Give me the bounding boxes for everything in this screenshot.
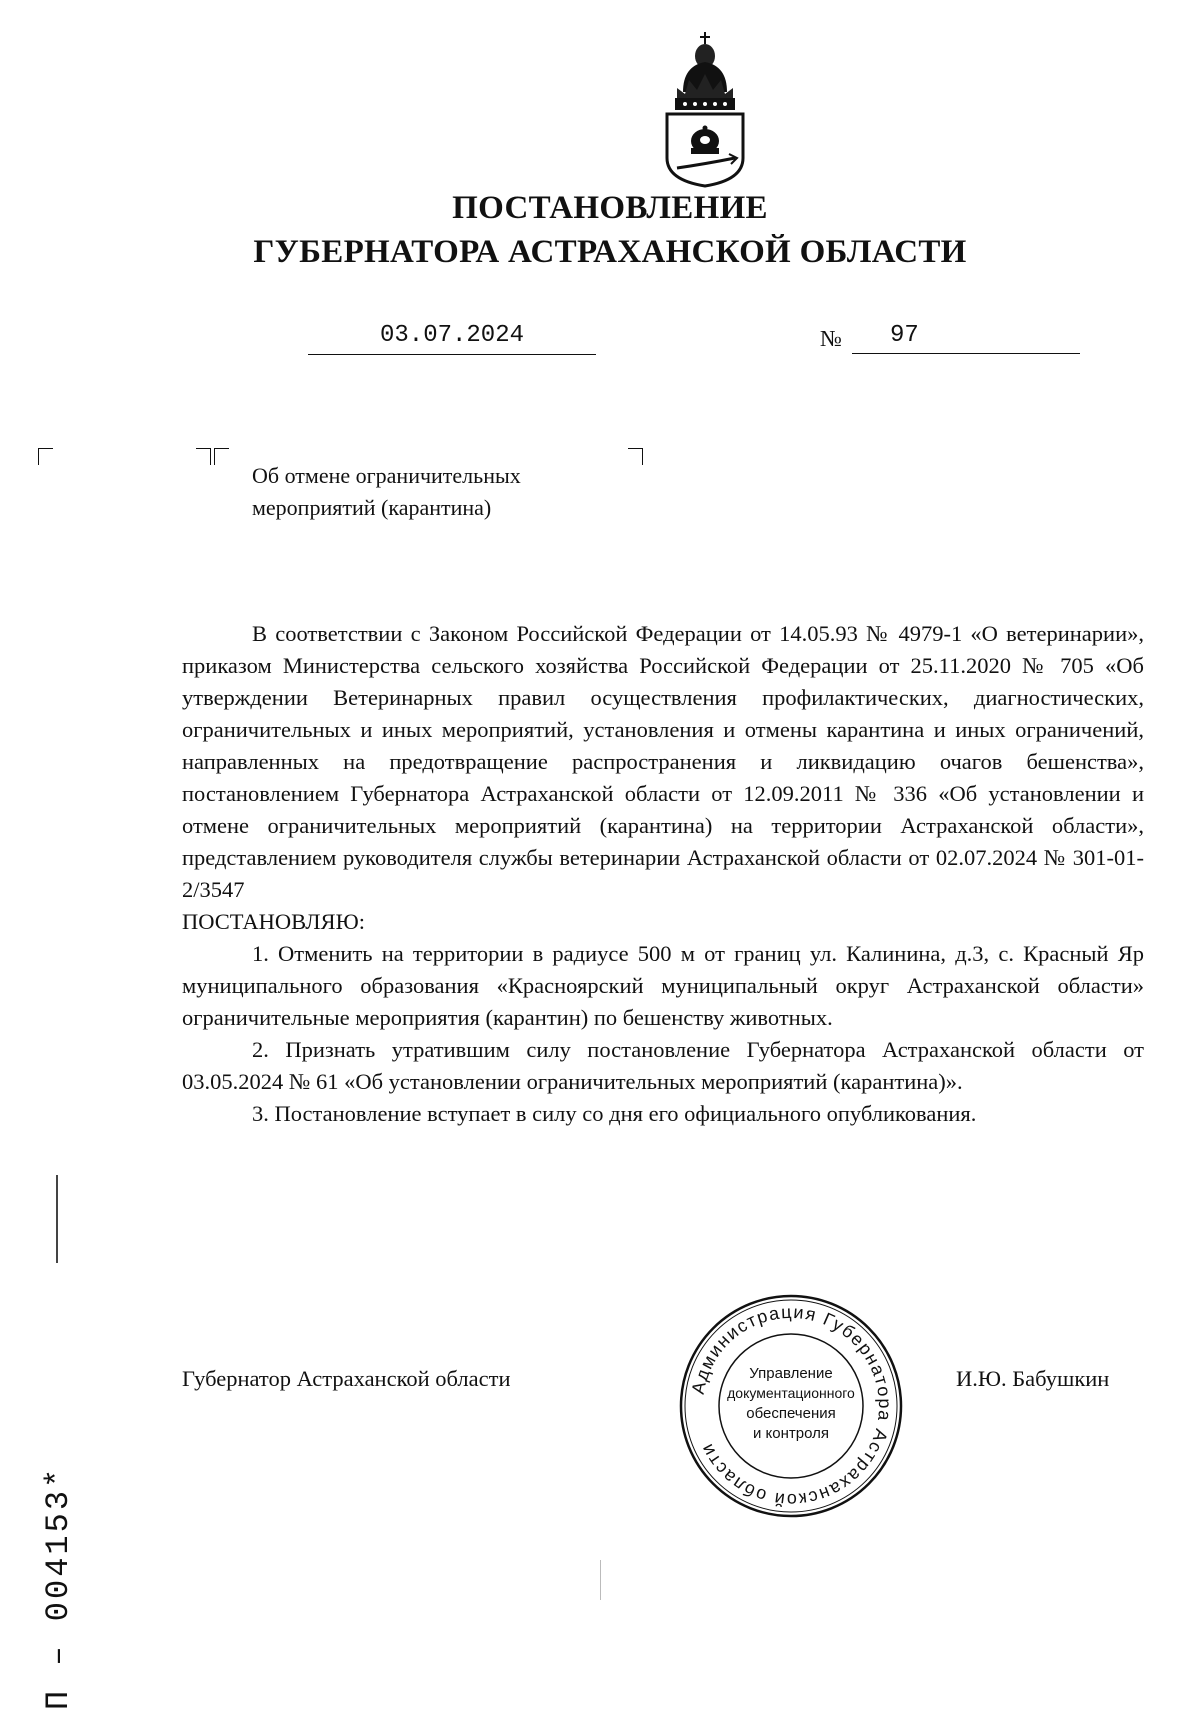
registration-mark: П – 004153*	[40, 1465, 77, 1710]
margin-line	[56, 1175, 58, 1263]
stamp-center-line: документационного	[727, 1385, 855, 1401]
document-subject	[252, 460, 521, 524]
decree-item: 3. Постановление вступает в силу со дня его официального опубликования.	[252, 1101, 977, 1126]
corner-mark	[214, 448, 229, 465]
scan-artifact	[600, 1560, 601, 1600]
preamble-paragraph: В соответствии с Законом Российской Федерации от 14.05.93 № 4979-1 «О ветеринарии», приказом Министерства сельского хозяйства Российской Федерации от 25.11.2020 № 705 «Об утверждении Ветеринарных правил осуществления профилактических, диагностических, ограничительных и иных мероприятий, установления и отмены карантина и иных ограничений, направленных на предотвращение распространения и ликвидацию очагов бешенства», постановлением Губернатора Астраханской области от 12.09.2011 № 336 «Об установлении и отмене ограничительных мероприятий (карантина) на территории Астраханской области», представлением руководителя службы ветеринарии Астраханской области от 02.07.2024 № 301-01-2/3547	[182, 621, 1144, 902]
official-stamp	[675, 1290, 907, 1522]
subject-line: Об отмене ограничительных	[252, 463, 521, 488]
corner-mark	[38, 448, 53, 465]
document-title: ПОСТАНОВЛЕНИЕ	[452, 190, 768, 226]
subject-line: мероприятий (карантина)	[252, 495, 492, 520]
stamp-ring-text: Администрация Губернатора Астраханской области	[687, 1301, 896, 1511]
corner-mark	[196, 448, 211, 465]
number-sign: №	[820, 326, 842, 351]
signer-name: И.Ю. Бабушкин	[956, 1366, 1110, 1391]
decree-word: ПОСТАНОВЛЯЮ:	[182, 909, 365, 934]
decree-item: 2. Признать утратившим силу постановление Губернатора Астраханской области от 03.05.2024 № 61 «Об установлении ограничительных мероприятий (карантина)».	[182, 1037, 1144, 1094]
document-issuer: ГУБЕРНАТОРА АСТРАХАНСКОЙ ОБЛАСТИ	[253, 234, 967, 270]
document-body	[182, 618, 1144, 1130]
document-number: 97	[852, 322, 1080, 354]
document-date: 03.07.2024	[308, 322, 596, 355]
signer-title: Губернатор Астраханской области	[182, 1366, 511, 1391]
stamp-center-line: Управление	[749, 1365, 833, 1382]
stamp-center-line: обеспечения	[746, 1405, 836, 1422]
astrakhan-coat-of-arms-icon	[655, 30, 755, 188]
decree-item: 1. Отменить на территории в радиусе 500 м от границ ул. Калинина, д.3, с. Красный Яр муниципального образования «Красноярский муниципальный округ Астраханской области» ограничительные мероприятия (карантин) по бешенству животных.	[182, 941, 1144, 1030]
stamp-center-line: и контроля	[752, 1425, 830, 1442]
corner-mark	[628, 448, 643, 465]
